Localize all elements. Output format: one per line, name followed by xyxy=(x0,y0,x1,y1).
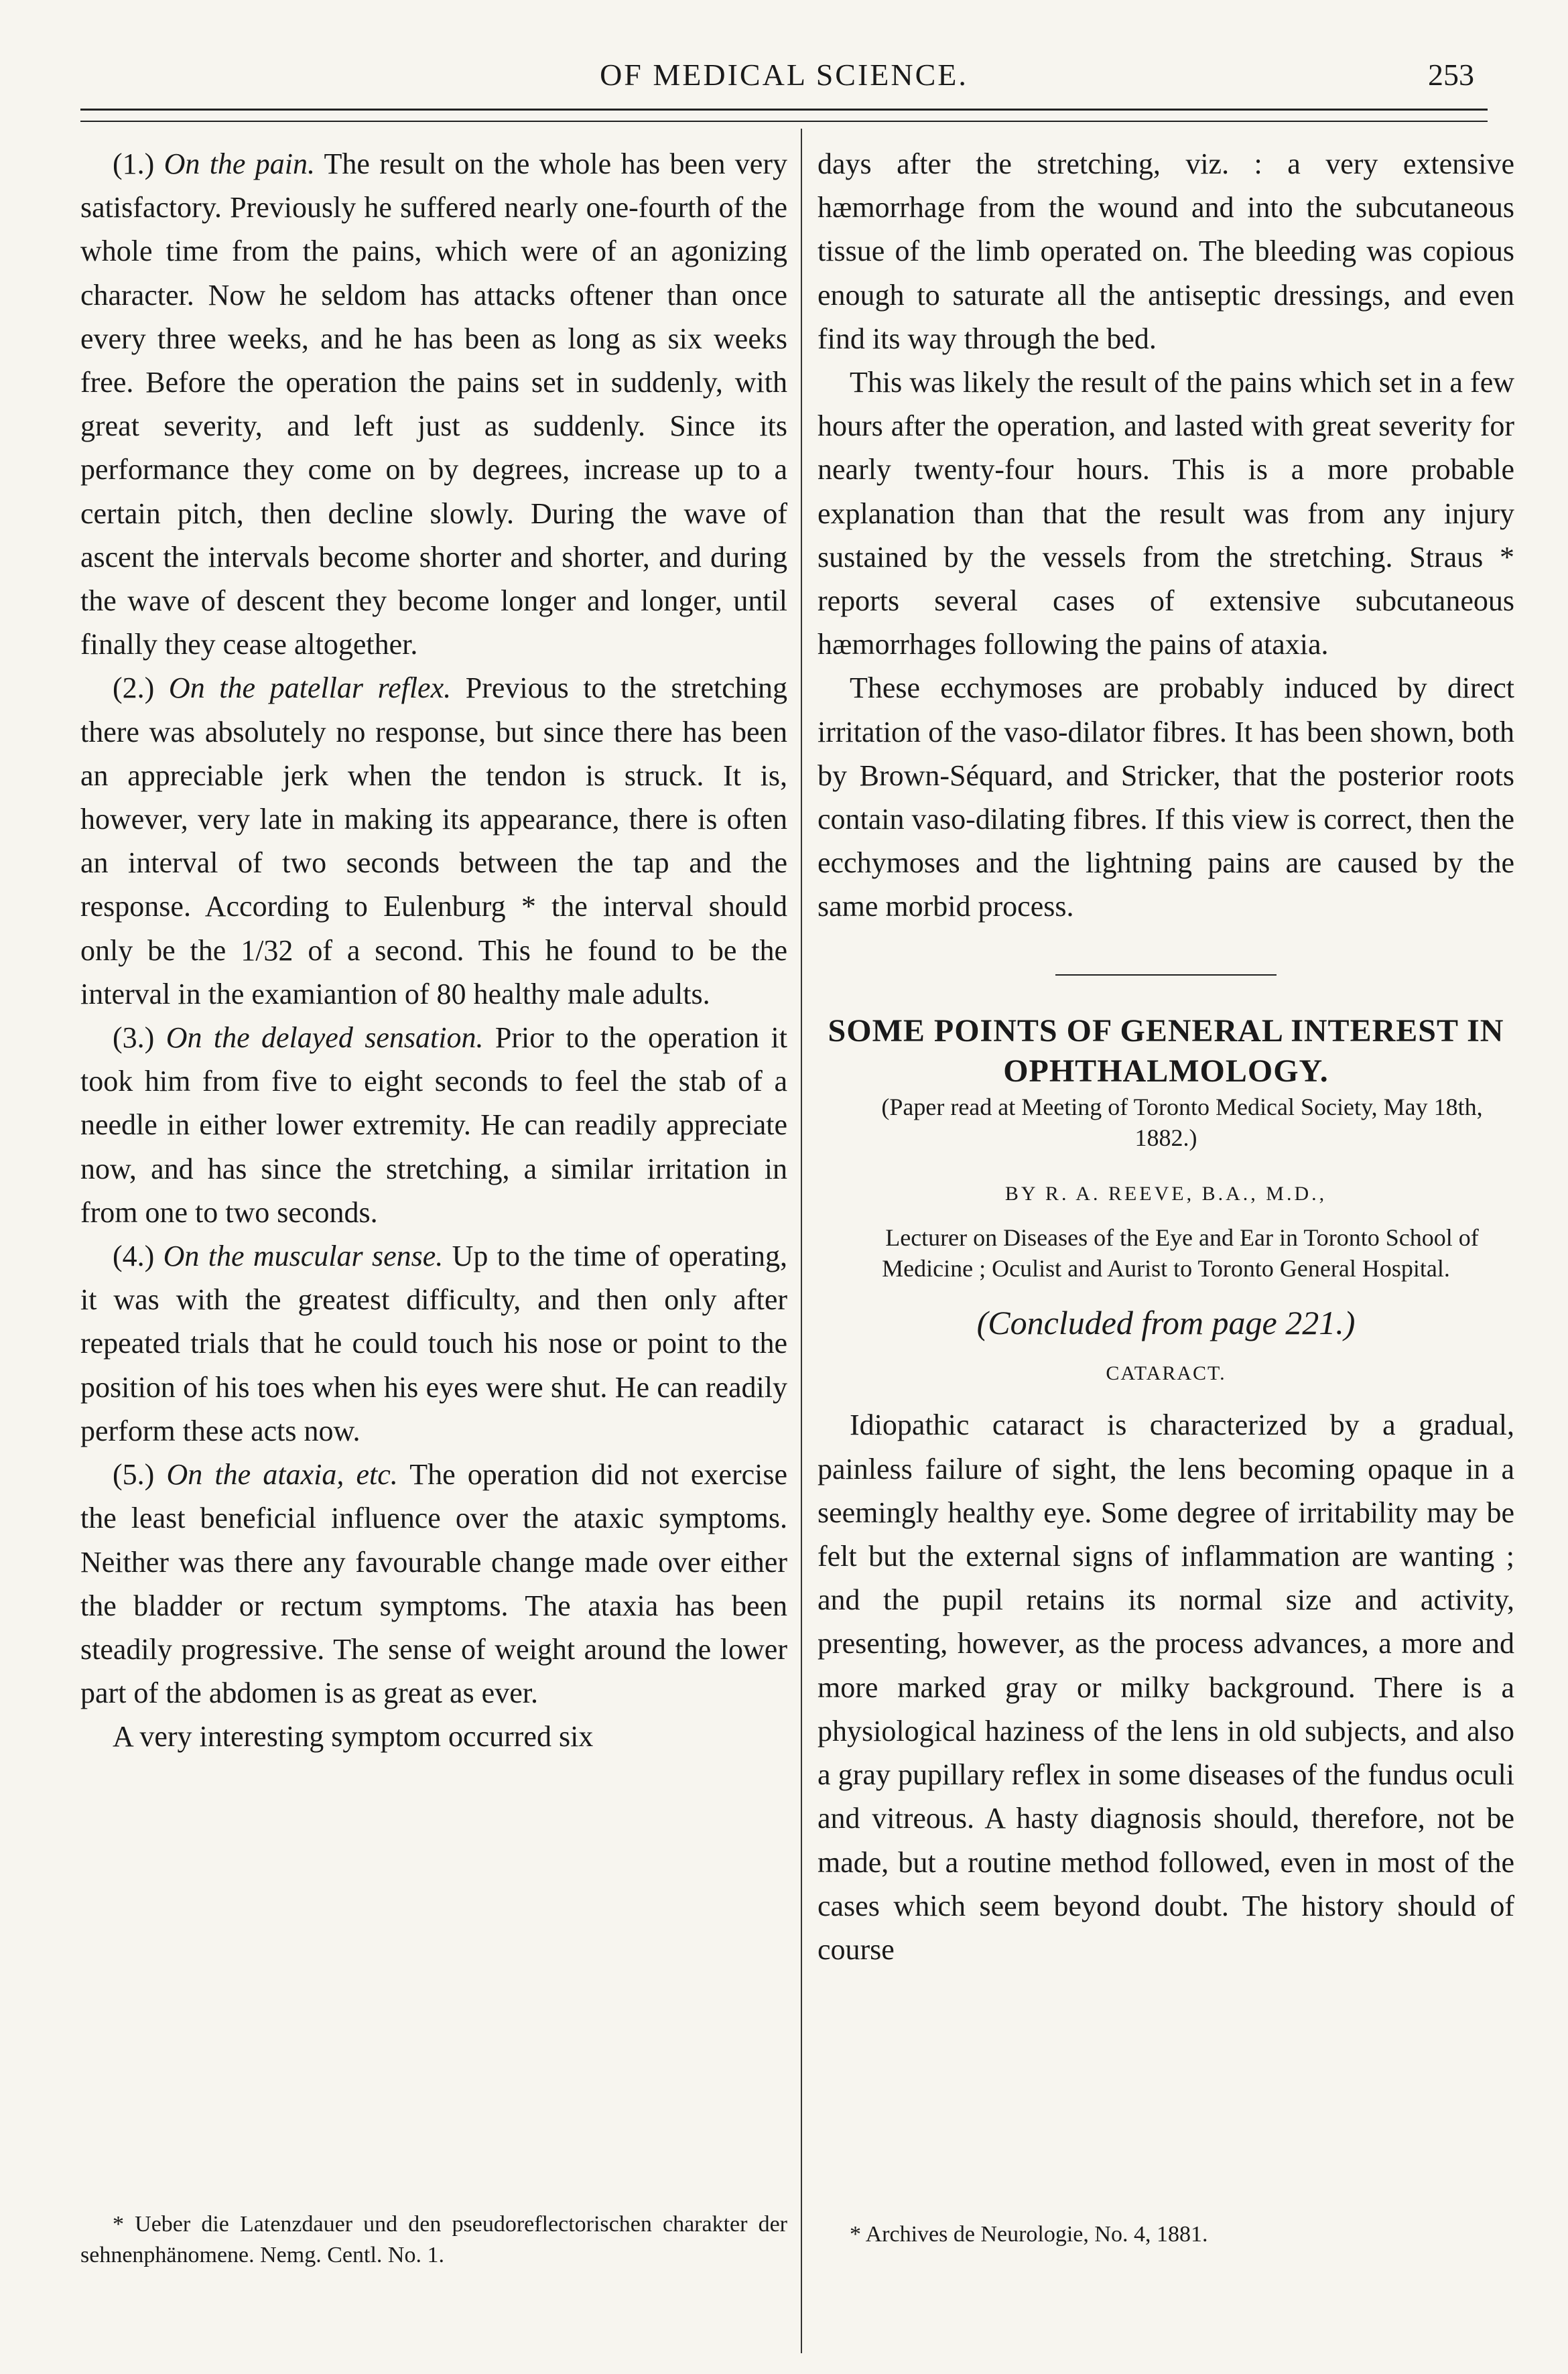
page-number: 253 xyxy=(1428,58,1474,92)
footnote: * Archives de Neurologie, No. 4, 1881. xyxy=(850,2222,1208,2247)
paragraph-cataract: Idiopathic cataract is characterized by a gradual, painless failure of sight, the lens becoming opaque in a seemingly healthy eye. Some degree of irritability may be felt but the external signs of inflammation are wanting ; and the pupil retains its normal size and activity, presenting, however, as the process advances, a more and more marked gray or milky background. There is a physiological haziness of the lens in old subjects, and also a gray pupillary reflex in some diseases of the fundus oculi and vitreous. A hasty diagnosis should, therefore, not be made, but a routine method followed, even in most of the cases which seem beyond doubt. The history should of course xyxy=(818,1408,1514,1966)
item-heading: On the delayed sensation. xyxy=(166,1021,484,1055)
item-number: (5.) xyxy=(113,1458,155,1492)
paragraph-text: The operation did not exercise the least beneficial influence over the ataxic symptoms. Neither was there any favourable change made over either the bladder or rectum symptoms. The ataxia has been steadily progressive. The sense of weight around the lower part of the abdomen is as great as ever. xyxy=(80,1458,788,1710)
paragraph-delayed-sensation xyxy=(80,1016,787,1234)
paragraph-patellar-reflex xyxy=(80,666,787,1016)
paragraph-text: Up to the time of operating, it was with the greatest difficulty, and then only after repeated trials that he could touch his nose or point to the position of his toes when his eyes were shut. He can readily perform these acts now. xyxy=(80,1240,788,1447)
item-number: (1.) xyxy=(113,147,155,180)
running-header xyxy=(80,57,1488,104)
item-heading: On the ataxia, etc. xyxy=(166,1458,398,1492)
item-number: (2.) xyxy=(113,671,155,705)
paragraph-text: Prior to the operation it took him from five to eight seconds to feel the stab of a needle in either lower extremity. He can readily appreciate now, and has since the stretching, a similar irritation in from one to two seconds. xyxy=(80,1021,787,1229)
running-title: OF MEDICAL SCIENCE. xyxy=(600,58,968,92)
item-number: (4.) xyxy=(113,1240,155,1273)
footnote: * Ueber die Latenzdauer und den pseudoreflectorischen charakter der sehnenphänomene. Nemg. Centl. No. 1. xyxy=(80,2212,787,2267)
section-divider xyxy=(818,951,1514,995)
author-affiliation: Lecturer on Diseases of the Eye and Ear in Toronto School of Medicine ; Oculist and Aurist to Toronto General Hospital. xyxy=(882,1224,1479,1282)
item-number: (3.) xyxy=(113,1021,155,1055)
header-rule xyxy=(80,109,1488,111)
paragraph-haemorrhage: days after the stretching, viz. : a very extensive hæmorrhage from the wound and into the subcutaneous tissue of the limb operated on. The bleeding was copious enough to saturate all the antiseptic dressings, and even find its way through the bed. xyxy=(818,147,1514,355)
footnote-area xyxy=(80,2209,787,2271)
paragraph-ecchymoses: These ecchymoses are probably induced by direct irritation of the vaso-dilator fibres. It has been shown, both by Brown-Séquard, and Stricker, that the posterior roots contain vaso-dilating fibres. If this view is correct, then the ecchymoses and the lightning pains are caused by the same morbid process. xyxy=(818,671,1514,923)
item-heading: On the patellar reflex. xyxy=(168,671,452,705)
column-separator xyxy=(801,129,802,2353)
footnote-area xyxy=(818,2219,1514,2250)
item-heading: On the pain. xyxy=(164,147,315,180)
paragraph-muscular-sense xyxy=(80,1234,787,1453)
continuation-note: (Concluded from page 221.) xyxy=(976,1304,1356,1342)
section-heading: CATARACT. xyxy=(1106,1362,1226,1385)
paragraph-pain xyxy=(80,142,787,666)
paragraph-ataxia xyxy=(80,1453,787,1715)
paragraph-text: The result on the whole has been very satisfactory. Previously he suffered nearly one-fourth of the whole time from the pains, which were of an agonizing character. Now he seldom has attacks oftener than once every three weeks, and he has been as long as six weeks free. Before the operation the pains set in suddenly, with great severity, and left just as suddenly. Since its performance they come on by degrees, increase up to a certain pitch, then decline slowly. During the wave of ascent the intervals become shorter and shorter, and during the wave of descent they become longer and longer, until finally they cease altogether. xyxy=(80,147,787,661)
article-title: SOME POINTS OF GENERAL INTEREST IN OPHTHALMOLOGY. xyxy=(828,1012,1504,1089)
paragraph-symptom: A very interesting symptom occurred six xyxy=(113,1720,594,1754)
author-byline: BY R. A. REEVE, B.A., M.D., xyxy=(1004,1182,1327,1205)
item-heading: On the muscular sense. xyxy=(163,1240,444,1273)
paragraph-pains-result: This was likely the result of the pains which set in a few hours after the operation, and lasted with great severity for nearly twenty-four hours. This is a more probable explanation than that the result was from any injury sustained by the vessels from the stretching. Straus * reports several cases of extensive subcutaneous hæmorrhages following the pains of ataxia. xyxy=(818,366,1514,661)
paragraph-text: Previous to the stretching there was absolutely no response, but since there has been an appreciable jerk when the tendon is struck. It is, however, very late in making its appearance, there is often an interval of two seconds between the tap and the response. According to Eulenburg * the interval should only be the 1/32 of a second. This he found to be the interval in the examiantion of 80 healthy male adults. xyxy=(80,671,788,1010)
left-column xyxy=(80,142,788,2267)
header-rule-secondary xyxy=(80,121,1488,122)
right-column xyxy=(818,142,1514,2247)
read-at-note: (Paper read at Meeting of Toronto Medical Society, May 18th, 1882.) xyxy=(881,1093,1483,1151)
